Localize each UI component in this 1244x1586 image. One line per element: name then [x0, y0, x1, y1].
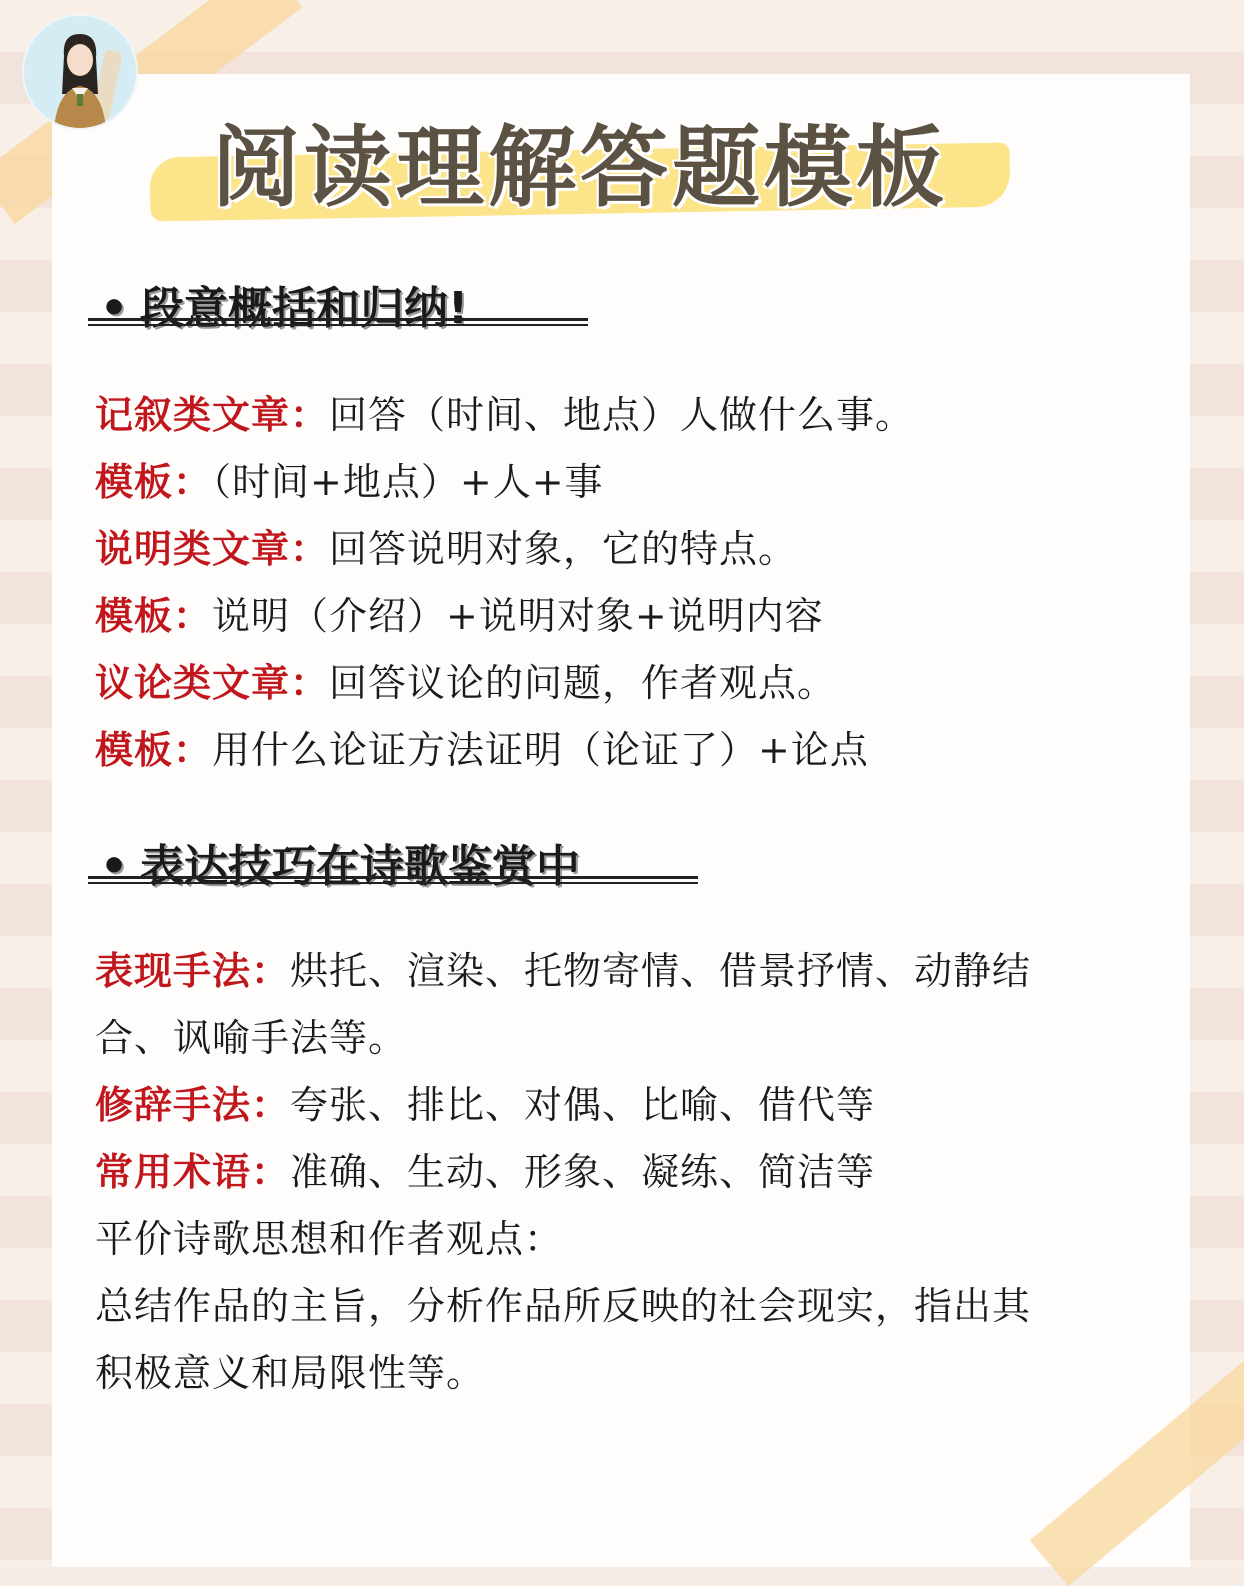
- section-heading-1: [88, 272, 468, 336]
- text-line: [95, 1342, 485, 1397]
- page-title: 阅读理解答题模板: [212, 116, 949, 219]
- line-text: 烘托、渲染、托物寄情、借景抒情、动静结: [290, 949, 1032, 993]
- line-label: 议论类文章：: [95, 660, 330, 705]
- text-line: [95, 1074, 875, 1129]
- line-text: 说明（介绍）+说明对象+说明内容: [212, 594, 824, 638]
- line-text: 合、讽喻手法等。: [95, 1016, 408, 1060]
- title-block: [150, 92, 1030, 222]
- text-line: [95, 1007, 407, 1062]
- section-heading-2: [88, 830, 580, 894]
- line-label: 记叙类文章：: [95, 392, 330, 437]
- line-text: 准确、生动、形象、凝练、简洁等: [290, 1150, 876, 1194]
- line-label: 模板：: [95, 727, 213, 772]
- line-text: 用什么论证方法证明（论证了）+论点: [212, 728, 869, 772]
- line-label: 模板：: [95, 593, 213, 638]
- line-label: 常用术语：: [95, 1149, 291, 1194]
- bullet-icon: •: [99, 283, 129, 334]
- text-line: [95, 1275, 1031, 1330]
- text-line: [95, 652, 836, 707]
- line-label: 说明类文章：: [95, 526, 330, 571]
- line-text: 回答（时间、地点）人做什么事。: [329, 393, 915, 437]
- bullet-icon: •: [99, 841, 129, 892]
- line-label: 表现手法：: [95, 948, 291, 993]
- line-text: 回答议论的问题，作者观点。: [329, 661, 837, 705]
- text-line: [95, 719, 869, 774]
- line-text: 积极意义和局限性等。: [95, 1351, 486, 1395]
- section-underline-1: [88, 318, 588, 326]
- text-line: [95, 585, 824, 640]
- line-text: （时间+地点）+人+事: [212, 460, 604, 504]
- line-label: 模板：: [95, 459, 213, 504]
- avatar: [22, 14, 138, 130]
- line-text: 总结作品的主旨，分析作品所反映的社会现实，指出其: [95, 1284, 1032, 1328]
- text-line: [95, 940, 1031, 995]
- text-line: [95, 451, 604, 506]
- text-line: [95, 384, 914, 439]
- line-label: 修辞手法：: [95, 1082, 291, 1127]
- text-line: [95, 1141, 875, 1196]
- section-heading-1-text: 段意概括和归纳!: [140, 283, 469, 334]
- section-underline-2: [88, 876, 698, 884]
- text-line: [95, 1208, 563, 1263]
- line-text: 平价诗歌思想和作者观点：: [95, 1217, 564, 1261]
- line-text: 回答说明对象，它的特点。: [329, 527, 798, 571]
- section-heading-2-text: 表达技巧在诗歌鉴赏中: [140, 841, 580, 892]
- text-line: [95, 518, 797, 573]
- line-text: 夸张、排比、对偶、比喻、借代等: [290, 1083, 876, 1127]
